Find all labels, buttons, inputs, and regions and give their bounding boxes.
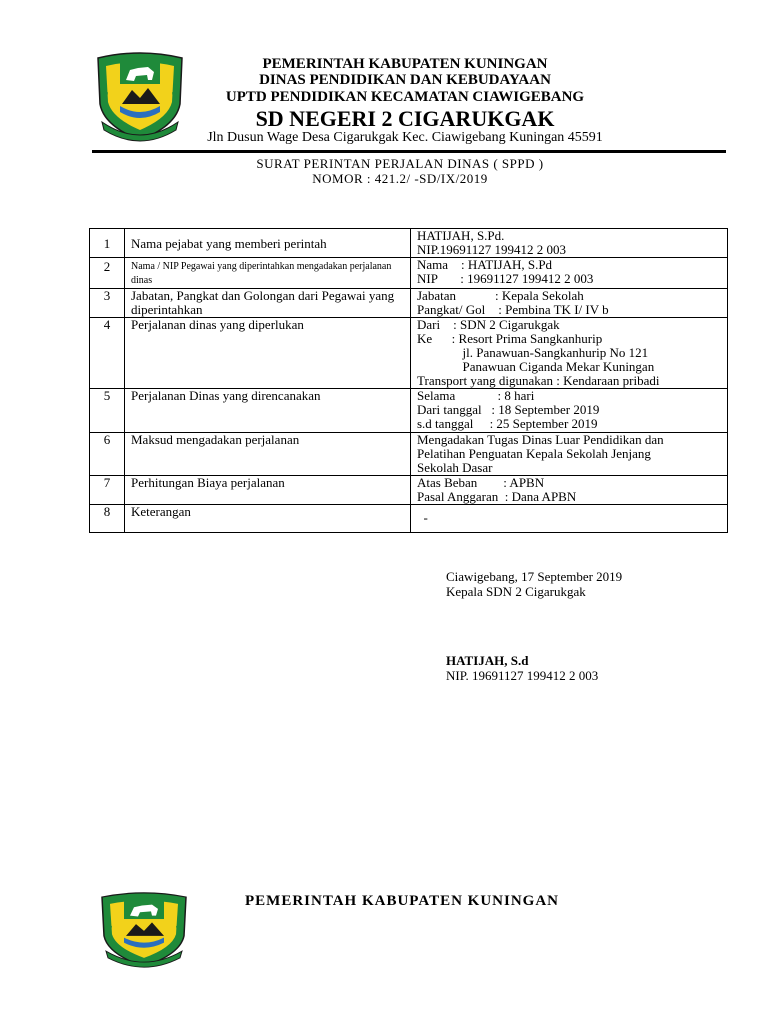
row-value [411,318,728,389]
table-row [90,318,728,389]
row-item: Maksud mengadakan perjalanan [125,433,411,476]
table-row [90,433,728,476]
row-item: Keterangan [125,505,411,533]
row-item: Nama / NIP Pegawai yang diperintahkan mengadakan perjalanan dinas [125,258,411,289]
table-row [90,389,728,433]
page2-header-government: PEMERINTAH KABUPATEN KUNINGAN [245,893,560,909]
header-address: Jln Dusun Wage Desa Cigarukgak Kec. Ciawigebang Kuningan 45591 [207,130,603,145]
row-number: 1 [90,229,125,258]
row-value [411,389,728,433]
row-value-line: HATIJAH, S.Pd. [417,228,505,243]
row-value [411,229,728,258]
row-value-line: s.d tanggal : 25 September 2019 [417,416,598,431]
signature-position: Kepala SDN 2 Cigarukgak [446,584,586,599]
row-value-line: - [417,510,428,525]
header-school-name: SD NEGERI 2 CIGARUKGAK [255,106,555,131]
row-value-line: Dari tanggal : 18 September 2019 [417,402,600,417]
row-value [411,433,728,476]
sppd-table [89,228,728,533]
signature-name: HATIJAH, S.d [446,653,529,668]
header-department: DINAS PENDIDIKAN DAN KEBUDAYAAN [259,72,551,88]
row-number: 4 [90,318,125,389]
table-row [90,289,728,318]
header-divider [92,150,726,153]
row-value-line: Mengadakan Tugas Dinas Luar Pendidikan dan [417,432,664,447]
signature-place-date: Ciawigebang, 17 September 2019 [446,569,623,584]
row-value-line: Ke : Resort Prima Sangkanhurip [417,331,603,346]
row-value-line: NIP : 19691127 199412 2 003 [417,271,594,286]
signature-nip: NIP. 19691127 199412 2 003 [446,668,599,683]
header-government: PEMERINTAH KABUPATEN KUNINGAN [262,56,548,72]
row-value-line: Jabatan : Kepala Sekolah [417,288,584,303]
row-item: Perhitungan Biaya perjalanan [125,476,411,505]
kuningan-regency-logo [96,892,192,968]
row-value-line: Dari : SDN 2 Cigarukgak [417,317,560,332]
row-number: 3 [90,289,125,318]
row-item: Perjalanan Dinas yang direncanakan [125,389,411,433]
row-number: 6 [90,433,125,476]
row-value-line: Pasal Anggaran : Dana APBN [417,489,577,504]
row-value-line: Pelatihan Penguatan Kepala Sekolah Jenjang [417,446,651,461]
table-row [90,229,728,258]
row-number: 7 [90,476,125,505]
row-value-line: Selama : 8 hari [417,388,535,403]
row-number: 8 [90,505,125,533]
row-value [411,476,728,505]
row-value-line: jl. Panawuan-Sangkanhurip No 121 [417,345,649,360]
row-value-line: Panawuan Ciganda Mekar Kuningan [417,359,655,374]
row-value [411,505,728,533]
row-value [411,289,728,318]
row-number: 5 [90,389,125,433]
row-value-line: NIP.19691127 199412 2 003 [417,242,567,257]
header-uptd: UPTD PENDIDIKAN KECAMATAN CIAWIGEBANG [225,89,585,105]
row-value-line: Pangkat/ Gol : Pembina TK I/ IV b [417,302,609,317]
row-item: Nama pejabat yang memberi perintah [125,229,411,258]
row-item: Perjalanan dinas yang diperlukan [125,318,411,389]
row-value-line: Nama : HATIJAH, S.Pd [417,257,553,272]
row-number: 2 [90,258,125,289]
row-value-line: Atas Beban : APBN [417,475,545,490]
document-title: SURAT PERINTAN PERJALAN DINAS ( SPPD ) [256,156,544,171]
row-item: Jabatan, Pangkat dan Golongan dari Pegawai yang diperintahkan [125,289,411,318]
row-value [411,258,728,289]
row-value-line: Sekolah Dasar [417,460,493,475]
table-row [90,258,728,289]
table-row [90,505,728,533]
table-row [90,476,728,505]
document-number: NOMOR : 421.2/ -SD/IX/2019 [312,171,488,186]
row-value-line: Transport yang digunakan : Kendaraan pribadi [417,373,660,388]
